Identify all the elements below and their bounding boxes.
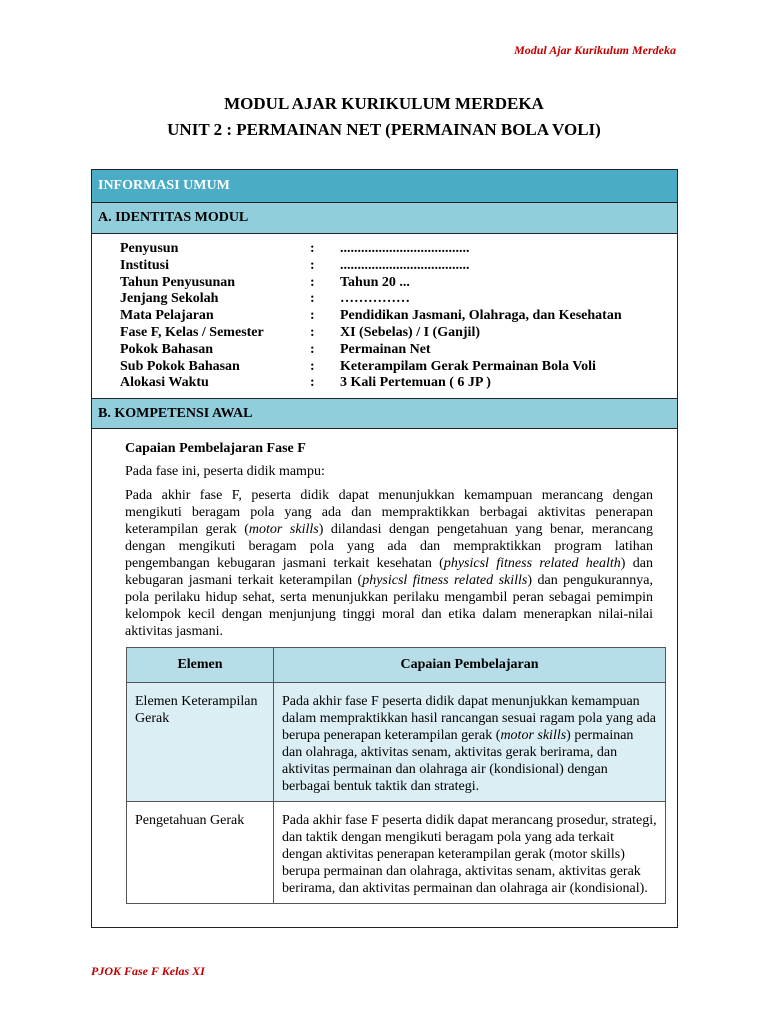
- capaian-intro: Pada fase ini, peserta didik mampu:: [125, 464, 325, 479]
- identity-separator: :: [310, 341, 315, 357]
- identity-label: Sub Pokok Bahasan: [120, 358, 240, 374]
- identity-row: [120, 342, 670, 359]
- identity-row: [120, 241, 670, 258]
- identity-label: Pokok Bahasan: [120, 341, 213, 357]
- identity-label: Alokasi Waktu: [120, 375, 209, 391]
- capaian-title: Capaian Pembelajaran Fase F: [125, 441, 306, 456]
- elemen-cell: Elemen Keterampilan Gerak: [127, 683, 274, 802]
- header-capaian: Capaian Pembelajaran: [274, 648, 666, 683]
- identity-row: [120, 359, 670, 376]
- identity-row: [120, 308, 670, 325]
- identity-separator: :: [310, 291, 315, 307]
- identity-value: .....................................: [340, 257, 470, 273]
- identity-row: [120, 325, 670, 342]
- identity-label: Tahun Penyusunan: [120, 274, 236, 290]
- table-header-row: [127, 648, 666, 683]
- identity-label: Jenjang Sekolah: [120, 291, 219, 307]
- identity-label: Fase F, Kelas / Semester: [120, 324, 264, 340]
- identity-separator: :: [310, 358, 315, 374]
- identity-separator: :: [310, 274, 315, 290]
- identity-label: Penyusun: [120, 241, 179, 256]
- identity-row: [120, 291, 670, 308]
- identity-value: 3 Kali Pertemuan ( 6 JP ): [340, 375, 491, 391]
- identity-row: [120, 258, 670, 275]
- section-identitas-modul: A. IDENTITAS MODUL: [92, 203, 677, 234]
- elemen-cell: Pengetahuan Gerak: [127, 802, 274, 904]
- identity-value: Pendidikan Jasmani, Olahraga, dan Kesehatan: [340, 308, 622, 324]
- capaian-cell: Pada akhir fase F peserta didik dapat merancang prosedur, strategi, dan taktik dengan mengikuti beragam pola yang ada terkait dengan aktivitas penerapan keterampilan gerak (motor skills) berupa permainan dan olahraga, aktivitas senam, aktivitas gerak berirama, dan aktivitas permainan dan olahraga air (kondisional).: [274, 802, 666, 904]
- module-frame: [91, 169, 678, 928]
- capaian-cell: Pada akhir fase F peserta didik dapat menunjukkan kemampuan dalam mempraktikkan hasil rancangan sesuai ragam pola yang ada berupa penerapan keterampilan gerak (motor skills) permainan dan olahraga, aktivitas senam, aktivitas gerak berirama, dan aktivitas permainan dan olahraga air (kondisional) dengan berbagai bentuk taktik dan strategi.: [274, 683, 666, 802]
- identity-value: Keterampilam Gerak Permainan Bola Voli: [340, 358, 596, 374]
- identity-row: [120, 275, 670, 292]
- running-footer: PJOK Fase F Kelas XI: [91, 964, 205, 978]
- capaian-paragraph: Pada akhir fase F, peserta didik dapat menunjukkan kemampuan merancang dengan mengikuti beragam pola yang ada dan mempraktikkan berbagai aktivitas penerapan keterampilan gerak (motor skills) dilandasi dengan pengetahuan yang benar, merancang dengan mengikuti beragam pola yang ada dan mempraktikkan program latihan pengembangan kebugaran jasmani terkait kesehatan (physicsl fitness related health) dan kebugaran jasmani terkait keterampilan (physicsl fitness related skills) dan pengukurannya, pola perilaku hidup sehat, serta menunjukkan perilaku mengambil peran sebagai pemimpin kelompok kecil dengan menjunjung tinggi moral dan etika dalam menerapkan nilai-nilai aktivitas jasmani.: [125, 488, 654, 639]
- identity-value: Permainan Net: [340, 341, 431, 357]
- identity-value: ……………: [340, 291, 410, 307]
- section-kompetensi-awal: B. KOMPETENSI AWAL: [92, 398, 677, 429]
- running-header: Modul Ajar Kurikulum Merdeka: [514, 43, 676, 57]
- identity-value: Tahun 20 ...: [340, 274, 410, 290]
- identity-separator: :: [310, 324, 315, 340]
- header-elemen: Elemen: [127, 648, 274, 683]
- identity-separator: :: [310, 375, 315, 391]
- section-informasi-umum: INFORMASI UMUM: [92, 170, 677, 203]
- document-subtitle: UNIT 2 : PERMAINAN NET (PERMAINAN BOLA VOLI): [167, 120, 601, 139]
- document-title: MODUL AJAR KURIKULUM MERDEKA: [224, 94, 544, 113]
- identity-row: [120, 375, 670, 392]
- identity-value: XI (Sebelas) / I (Ganjil): [340, 324, 480, 340]
- identity-label: Mata Pelajaran: [120, 308, 214, 324]
- identity-list: [120, 241, 670, 392]
- table-row: [127, 683, 666, 802]
- identity-value: .....................................: [340, 241, 470, 256]
- identity-separator: :: [310, 241, 315, 256]
- elemen-table: [126, 647, 666, 904]
- table-row: [127, 802, 666, 904]
- identity-separator: :: [310, 257, 315, 273]
- identity-label: Institusi: [120, 257, 170, 273]
- identity-separator: :: [310, 308, 315, 324]
